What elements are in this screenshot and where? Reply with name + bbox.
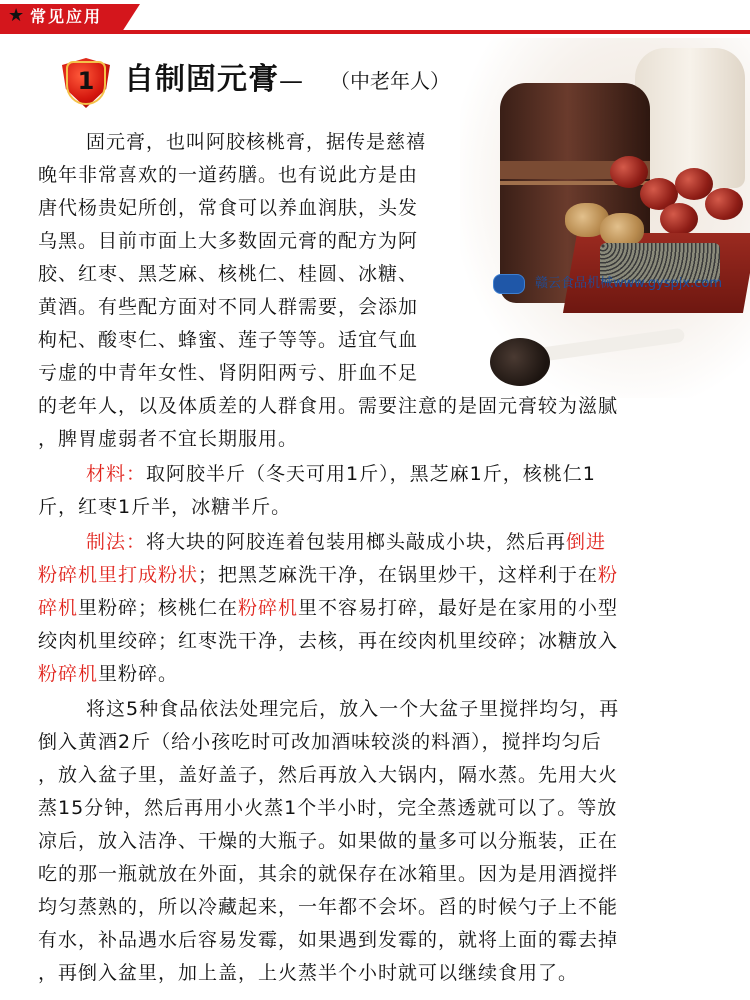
spoon-handle (535, 328, 685, 363)
title-text: 自制固元膏 (124, 62, 279, 97)
method-label: 制法： (86, 531, 147, 553)
process-line: 蒸15分钟，然后再用小火蒸1个半小时，完全蒸透就可以了。等放 (38, 797, 618, 819)
method-highlight: 粉碎机 (38, 663, 99, 685)
materials-label: 材料： (86, 463, 147, 485)
method-line (38, 596, 618, 620)
number-badge (62, 58, 110, 108)
method-highlight: 碎机 (38, 597, 79, 619)
method-highlight: 倒进 (566, 531, 607, 553)
materials-line (86, 462, 596, 486)
page-subtitle: （中老年人） (330, 69, 450, 93)
intro-line: 固元膏，也叫阿胶核桃膏，据传是慈禧 (86, 131, 427, 153)
method-text: ；把黑芝麻洗干净，在锅里炒干，这样利于在 (198, 564, 599, 586)
intro-line: ，脾胃虚弱者不宜长期服用。 (38, 428, 299, 450)
method-text: 里粉碎；核桃仁在 (78, 597, 239, 619)
walnut (600, 213, 644, 247)
process-line: 均匀蒸熟的，所以冷藏起来，一年都不会坏。舀的时候勺子上不能 (38, 896, 619, 918)
spoon-paste (490, 338, 550, 386)
materials-line: 斤，红枣1斤半，冰糖半斤。 (38, 496, 292, 518)
intro-line: 乌黑。目前市面上大多数固元膏的配方为阿 (38, 230, 419, 252)
method-line: 绞肉机里绞碎；红枣洗干净，去核，再在绞肉机里绞碎；冰糖放入 (38, 630, 619, 652)
star-icon: ★ (8, 5, 25, 26)
process-line: 吃的那一瓶就放在外面，其余的就保存在冰箱里。因为是用酒搅拌 (38, 863, 619, 885)
banner-divider (0, 30, 750, 34)
red-date (705, 188, 743, 220)
title-dash: — (279, 67, 304, 95)
intro-line: 的老年人，以及体质差的人群食用。需要注意的是固元膏较为滋腻 (38, 395, 619, 417)
process-line: 有水，补品遇水后容易发霉，如果遇到发霉的，就将上面的霉去掉 (38, 929, 619, 951)
method-text: 里不容易打碎，最好是在家用的小型 (298, 597, 619, 619)
method-highlight: 粉碎机 (238, 597, 299, 619)
intro-line: 唐代杨贵妃所创，常食可以养血润肤，头发 (38, 197, 419, 219)
method-highlight: 粉 (598, 564, 619, 586)
method-highlight: 粉碎机里打成粉状 (38, 564, 199, 586)
top-banner (0, 0, 750, 34)
method-line (38, 563, 618, 587)
intro-line: 枸杞、酸枣仁、蜂蜜、莲子等等。适宜气血 (38, 329, 419, 351)
banner-label: 常见应用 (30, 7, 103, 26)
process-line: ，再倒入盆里，加上盖，上火蒸半个小时就可以继续食用了。 (38, 962, 579, 984)
materials-text: 取阿胶半斤（冬天可用1斤），黑芝麻1斤，核桃仁1 (146, 463, 596, 485)
red-date (610, 156, 648, 188)
page-title (124, 62, 304, 99)
method-line (38, 662, 178, 686)
intro-line: 胶、红枣、黑芝麻、核桃仁、桂圆、冰糖、 (38, 263, 419, 285)
food-photo (460, 38, 750, 398)
watermark-text: 赣云食品机械www.gyspjx.com (535, 276, 723, 291)
brand-logo-icon (493, 274, 525, 294)
method-line (86, 530, 606, 554)
red-date (660, 203, 698, 235)
intro-line: 亏虚的中青年女性、肾阴阳两亏、肝血不足 (38, 362, 419, 384)
porcelain-bottle (635, 48, 745, 188)
process-line: 将这5种食品依法处理完后，放入一个大盆子里搅拌均匀，再 (86, 698, 620, 720)
intro-line: 黄酒。有些配方面对不同人群需要，会添加 (38, 296, 419, 318)
method-text: 将大块的阿胶连着包装用榔头敲成小块，然后再 (146, 531, 567, 553)
badge-number: 1 (77, 67, 95, 95)
intro-line: 晚年非常喜欢的一道药膳。也有说此方是由 (38, 164, 419, 186)
process-line: 凉后，放入洁净、干燥的大瓶子。如果做的量多可以分瓶装，正在 (38, 830, 619, 852)
process-line: 倒入黄酒2斤（给小孩吃时可改加酒味较淡的料酒），搅拌均匀后 (38, 731, 602, 753)
method-text: 里粉碎。 (98, 663, 179, 685)
process-line: ，放入盆子里，盖好盖子，然后再放入大锅内，隔水蒸。先用大火 (38, 764, 619, 786)
